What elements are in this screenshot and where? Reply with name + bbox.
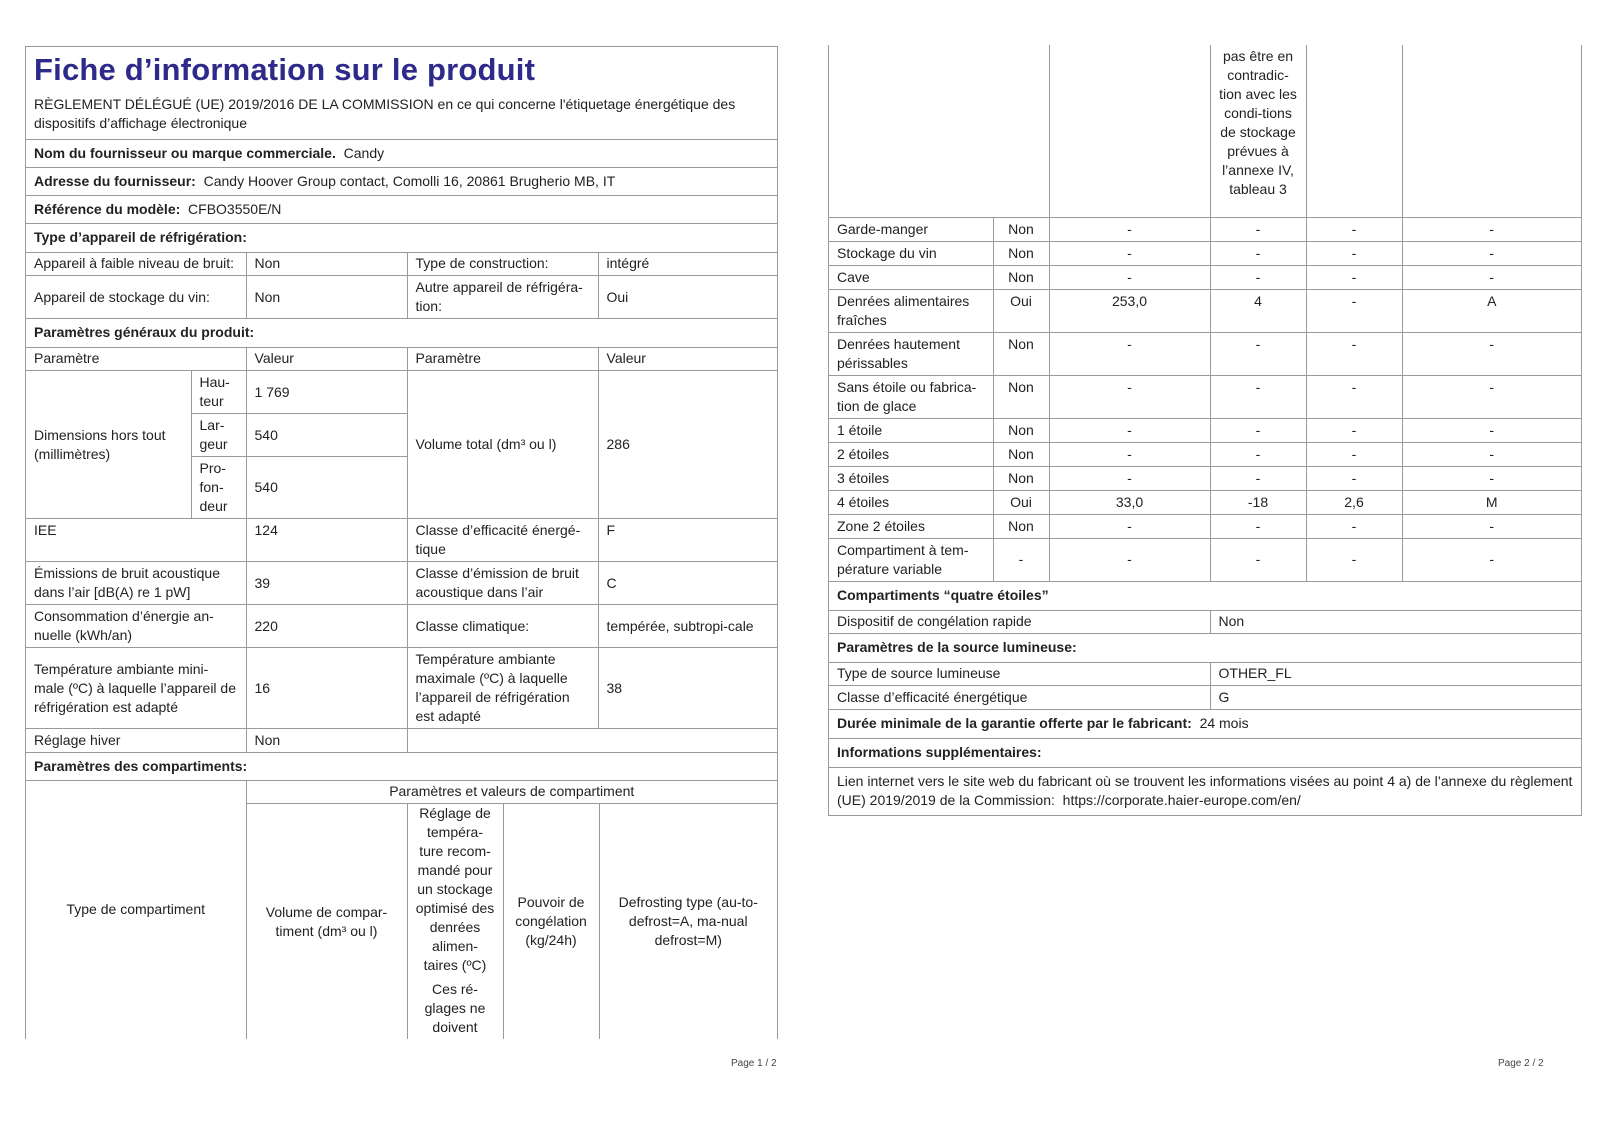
compartment-temp: - [1210,265,1306,289]
cell-value: intégré [598,252,777,276]
table-row [829,45,1581,217]
header-temperature-note: Ces ré-glages ne doivent [424,981,486,1035]
general-params-table [26,347,777,753]
compartment-row [829,265,1581,289]
warranty-row [829,710,1581,739]
table-header-row [26,780,777,804]
header-parameter: Paramètre [26,347,246,371]
compartment-name: 4 étoiles [829,490,993,514]
compartment-defrost: A [1402,289,1581,332]
compartment-present: Oui [993,490,1049,514]
compartment-present: Non [993,375,1049,418]
compartment-row [829,514,1581,538]
cell-label: Émissions de bruit acoustique dans l’air [dB(A) re 1 pW] [26,562,246,605]
height-label: Hau-teur [191,371,246,414]
depth-value: 540 [246,457,407,519]
four-star-heading: Compartiments “quatre étoiles” [829,582,1581,611]
cell-label: Classe climatique: [407,605,598,648]
model-row [26,196,777,224]
compartment-temp: - [1210,241,1306,265]
compartment-volume: - [1049,217,1210,241]
title-block [26,47,777,140]
compartment-freeze: - [1306,375,1402,418]
cell-label: Température ambiante maximale (ºC) à laquelle l’appareil de réfrigération est adapté [407,648,598,729]
compartment-volume: - [1049,466,1210,490]
compartment-defrost: - [1402,442,1581,466]
compartment-temp: - [1210,217,1306,241]
compartment-defrost: M [1402,490,1581,514]
appliance-type-table [26,252,777,319]
compartment-values-table [829,45,1581,582]
cell-label: Consommation d’énergie an-nuelle (kWh/an) [26,605,246,648]
cell-value: tempérée, subtropi-cale [598,605,777,648]
supplier-label: Nom du fournisseur ou marque commerciale. [34,145,336,161]
compartment-freeze: - [1306,332,1402,375]
compartment-temp: - [1210,375,1306,418]
cell-label: Type de construction: [407,252,598,276]
header-defrost-type: Defrosting type (au-to-defrost=A, ma-nual defrost=M) [599,804,777,1040]
height-value: 1 769 [246,371,407,414]
header-temperature [407,804,503,1040]
compartment-row [829,490,1581,514]
volume-value: 286 [598,371,777,519]
compartment-defrost: - [1402,418,1581,442]
compartment-defrost: - [1402,538,1581,581]
compartment-row [829,466,1581,490]
light-class-label: Classe d’efficacité énergétique [829,685,1210,709]
table-row [26,648,777,729]
cell-value: 39 [246,562,407,605]
compartment-temp: - [1210,466,1306,490]
cell-label: Classe d’émission de bruit acoustique dans l’air [407,562,598,605]
compartment-row [829,332,1581,375]
compartment-freeze: - [1306,418,1402,442]
compartment-row [829,418,1581,442]
compartment-freeze: - [1306,514,1402,538]
compartment-freeze: - [1306,217,1402,241]
cell-value: Non [246,252,407,276]
info-url[interactable]: https://corporate.haier-europe.com/en/ [1062,791,1301,808]
cell-value: 124 [246,519,407,562]
compartment-present: Non [993,466,1049,490]
cell-value: Non [246,729,407,753]
compartment-defrost: - [1402,217,1581,241]
table-row [26,562,777,605]
cell-empty [407,729,777,753]
compartment-row [829,442,1581,466]
cell-label: Réglage hiver [26,729,246,753]
compartment-volume: - [1049,265,1210,289]
compartment-name: 3 étoiles [829,466,993,490]
compartment-name: 2 étoiles [829,442,993,466]
light-heading: Paramètres de la source lumineuse: [829,634,1581,663]
header-freezing-capacity: Pouvoir de congélation (kg/24h) [503,804,599,1040]
cell-empty [829,45,1049,217]
compartment-volume: - [1049,442,1210,466]
compartment-name: Garde-manger [829,217,993,241]
cell-value: 220 [246,605,407,648]
table-header-row [26,347,777,371]
compartment-volume: - [1049,514,1210,538]
compartment-present: - [993,538,1049,581]
table-row [26,276,777,319]
address-row [26,168,777,196]
compartment-defrost: - [1402,466,1581,490]
compartment-present: Non [993,241,1049,265]
compartment-defrost: - [1402,265,1581,289]
cell-label: Appareil à faible niveau de bruit: [26,252,246,276]
table-row [26,605,777,648]
light-source-table [829,662,1581,710]
compartment-freeze: - [1306,265,1402,289]
cell-label: IEE [26,519,246,562]
compartment-name: Stockage du vin [829,241,993,265]
cell-value: 16 [246,648,407,729]
cell-empty [1049,45,1210,217]
compartment-name: Denrées alimentaires fraîches [829,289,993,332]
warranty-value: 24 mois [1199,714,1249,731]
compartment-name: 1 étoile [829,418,993,442]
compartments-heading: Paramètres des compartiments: [26,753,777,781]
info-row [829,768,1581,816]
header-temperature-text: Réglage de tempéra-ture recom-mandé pour un stockage optimisé des denrées alimen-taires (ºC) [415,805,495,973]
compartment-freeze: - [1306,241,1402,265]
model-label: Référence du modèle: [34,201,181,217]
cell-label: Classe d’efficacité énergé-tique [407,519,598,562]
fast-freeze-table [829,610,1581,634]
compartment-rows [829,217,1581,581]
header-temperature-note-cont: pas être en contradic-tion avec les condi-tions de stockage prévues à l’annexe IV, tableau 3 [1210,45,1306,217]
table-row [26,519,777,562]
compartment-row [829,375,1581,418]
depth-label: Pro-fon-deur [191,457,246,519]
compartment-temp: 4 [1210,289,1306,332]
info-heading: Informations supplémentaires: [829,739,1581,768]
table-row [26,729,777,753]
compartment-present: Non [993,265,1049,289]
compartment-volume: - [1049,375,1210,418]
compartment-present: Non [993,418,1049,442]
compartment-temp: - [1210,442,1306,466]
cell-label: Température ambiante mini-male (ºC) à laquelle l’appareil de réfrigération est adapté [26,648,246,729]
header-volume: Volume de compar-timent (dm³ ou l) [246,804,407,1040]
compartment-freeze: 2,6 [1306,490,1402,514]
page-1 [25,46,778,1069]
info-text: Lien internet vers le site web du fabricant où se trouvent les informations visées au point 4 a) de l’annexe du règlement (UE) 2019/2019 de la Commission: [837,772,1573,808]
compartment-row [829,217,1581,241]
compartment-volume: - [1049,332,1210,375]
regulation-text: RÈGLEMENT DÉLÉGUÉ (UE) 2019/2016 DE LA COMMISSION en ce qui concerne l'étiquetage énergétique des dispositifs d’affichage électronique [34,96,736,131]
compartment-defrost: - [1402,375,1581,418]
cell-value: 38 [598,648,777,729]
general-heading: Paramètres généraux du produit: [26,319,777,348]
compartment-temp: - [1210,418,1306,442]
compartment-row [829,241,1581,265]
supplier-value: Candy [343,145,385,161]
cell-value: F [598,519,777,562]
model-value: CFBO3550E/N [188,201,282,217]
table-row [829,610,1581,634]
cell-empty [1402,45,1581,217]
header-compartment-type: Type de compartiment [26,780,246,1039]
compartment-present: Non [993,217,1049,241]
header-value: Valeur [246,347,407,371]
cell-label: Autre appareil de réfrigéra-tion: [407,276,598,319]
cell-empty [1306,45,1402,217]
light-type-value: OTHER_FL [1210,662,1581,686]
compartment-temp: -18 [1210,490,1306,514]
compartment-row [829,538,1581,581]
compartment-name: Cave [829,265,993,289]
compartment-present: Non [993,332,1049,375]
compartment-defrost: - [1402,241,1581,265]
compartment-freeze: - [1306,466,1402,490]
compartment-temp: - [1210,538,1306,581]
compartment-temp: - [1210,332,1306,375]
cell-label: Appareil de stockage du vin: [26,276,246,319]
fast-freeze-value: Non [1210,610,1581,634]
light-type-label: Type de source lumineuse [829,662,1210,686]
fast-freeze-label: Dispositif de congélation rapide [829,610,1210,634]
compartment-name: Compartiment à tem-pérature variable [829,538,993,581]
address-value: Candy Hoover Group contact, Comolli 16, 20861 Brugherio MB, IT [203,173,616,189]
dimensions-label: Dimensions hors tout (millimètres) [26,371,191,519]
page-title: Fiche d’information sur le produit [34,52,536,87]
cell-value: Oui [598,276,777,319]
width-value: 540 [246,414,407,457]
table-row [26,252,777,276]
compartment-name: Denrées hautement périssables [829,332,993,375]
cell-value: C [598,562,777,605]
compartment-name: Zone 2 étoiles [829,514,993,538]
compartment-volume: - [1049,418,1210,442]
table-row [829,685,1581,709]
compartment-freeze: - [1306,442,1402,466]
compartment-present: Oui [993,289,1049,332]
compartment-defrost: - [1402,332,1581,375]
header-value: Valeur [598,347,777,371]
compartment-volume: 33,0 [1049,490,1210,514]
compartment-volume: - [1049,241,1210,265]
compartment-present: Non [993,514,1049,538]
compartment-present: Non [993,442,1049,466]
warranty-label: Durée minimale de la garantie offerte par le fabricant: [837,714,1192,731]
volume-label: Volume total (dm³ ou l) [407,371,598,519]
header-parameter: Paramètre [407,347,598,371]
type-heading: Type d’appareil de réfrigération: [26,224,777,253]
page-2 [828,46,1582,1069]
cell-value: Non [246,276,407,319]
header-compartment-group: Paramètres et valeurs de compartiment [246,780,777,804]
compartment-temp: - [1210,514,1306,538]
compartment-row [829,289,1581,332]
supplier-row [26,140,777,168]
address-label: Adresse du fournisseur: [34,173,196,189]
compartment-volume: 253,0 [1049,289,1210,332]
table-row [829,662,1581,686]
page-number: Page 2 / 2 [1498,1058,1544,1069]
page-number: Page 1 / 2 [731,1058,777,1069]
compartment-freeze: - [1306,538,1402,581]
light-class-value: G [1210,685,1581,709]
width-label: Lar-geur [191,414,246,457]
compartment-defrost: - [1402,514,1581,538]
table-row [26,371,777,414]
compartment-volume: - [1049,538,1210,581]
compartment-freeze: - [1306,289,1402,332]
compartment-header-table [26,780,777,1039]
compartment-name: Sans étoile ou fabrica-tion de glace [829,375,993,418]
